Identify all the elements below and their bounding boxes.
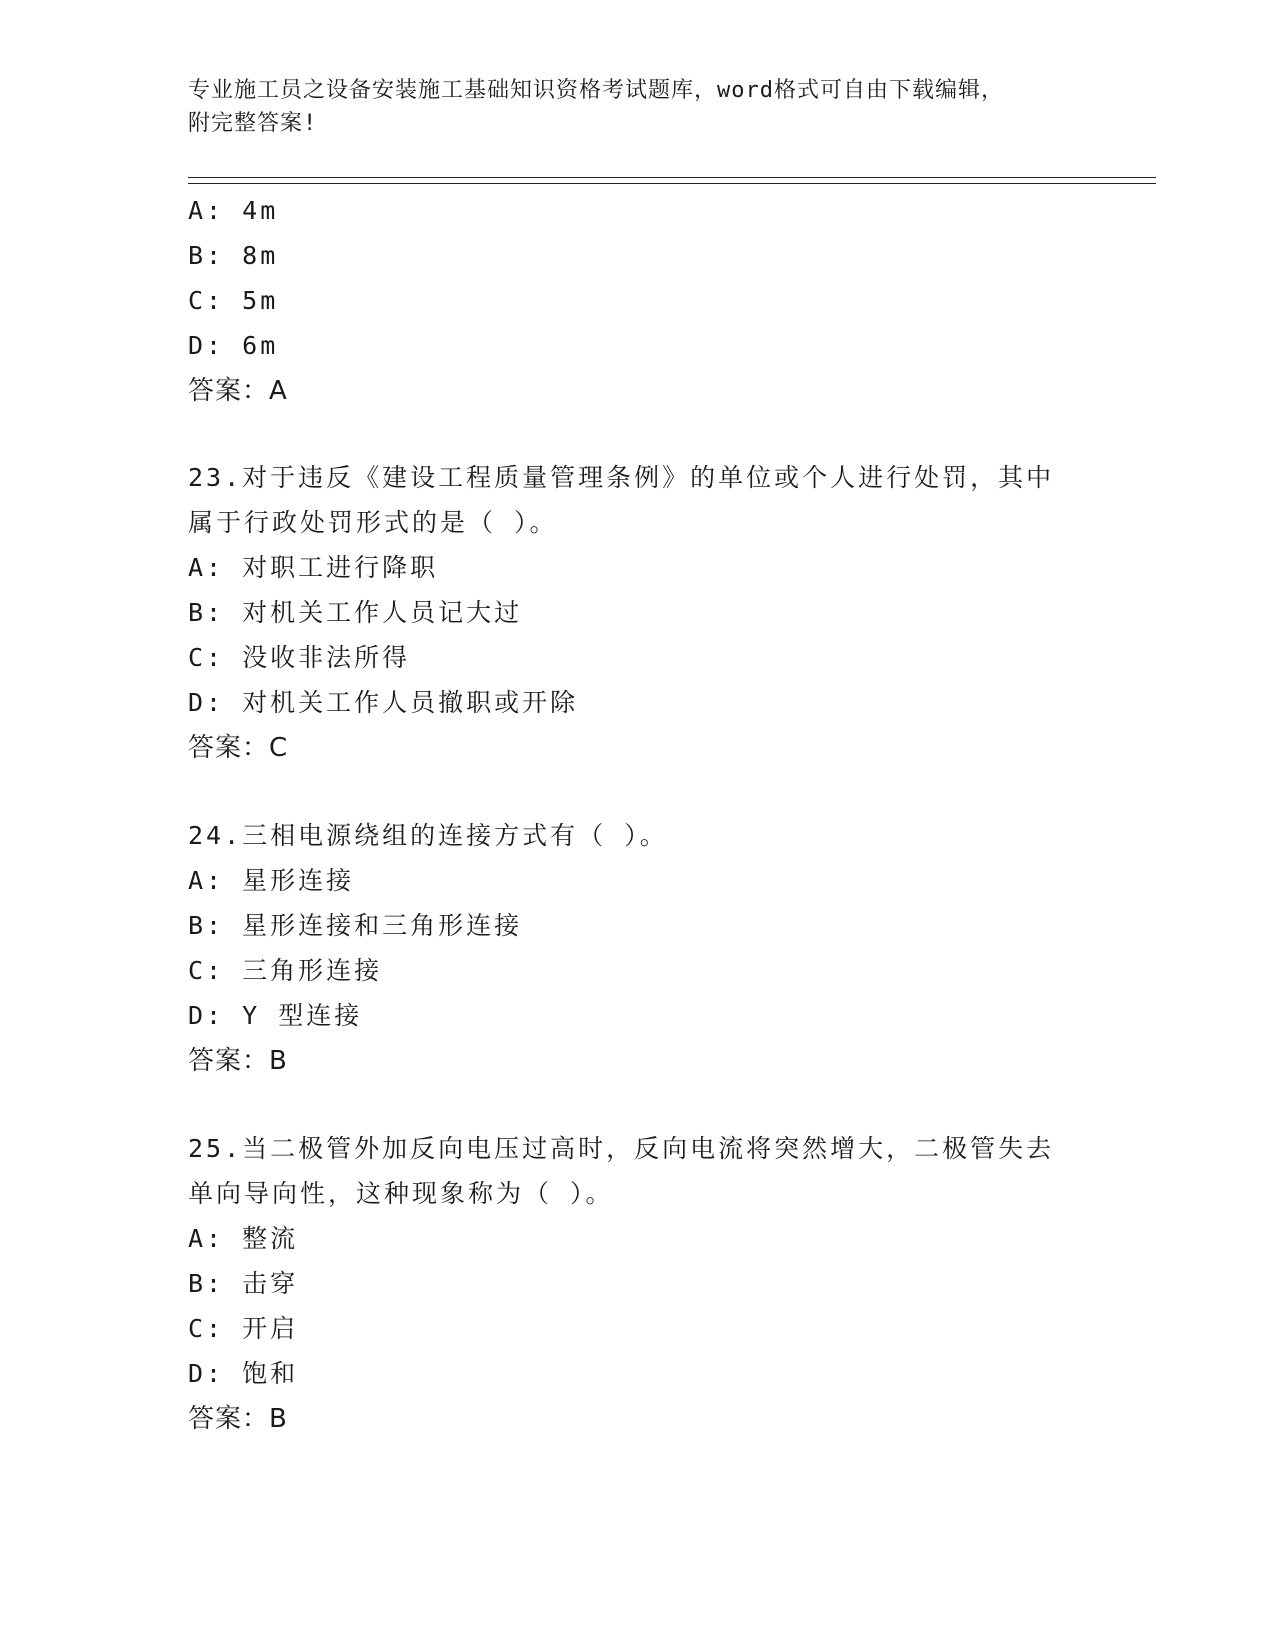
q22-option-b: B: 8m [188, 241, 279, 270]
q24-option-b: B: 星形连接和三角形连接 [188, 911, 523, 940]
q25-answer: 答案：B [188, 1404, 288, 1434]
q22-option-a: A: 4m [188, 196, 279, 225]
q25-stem-line-1: 25.当二极管外加反向电压过高时，反向电流将突然增大，二极管失去 [188, 1134, 1055, 1163]
header-line-1: 专业施工员之设备安装施工基础知识资格考试题库，word格式可自由下载编辑， [188, 78, 1004, 103]
header-rule-top [188, 177, 1156, 178]
q25-option-d: D: 饱和 [188, 1359, 299, 1388]
q22-option-c: C: 5m [188, 286, 279, 315]
q24-option-d: D: Y 型连接 [188, 1001, 363, 1030]
q24-answer: 答案：B [188, 1046, 288, 1076]
q25-option-b: B: 击穿 [188, 1269, 299, 1298]
q23-answer: 答案：C [188, 733, 289, 763]
document-header [188, 74, 1088, 140]
q25-option-c: C: 开启 [188, 1314, 299, 1343]
q23-option-b: B: 对机关工作人员记大过 [188, 598, 523, 627]
q23-option-a: A: 对职工进行降职 [188, 553, 439, 582]
q24-stem-line-1: 24.三相电源绕组的连接方式有（ ）。 [188, 821, 668, 850]
header-line-2: 附完整答案! [188, 111, 318, 136]
header-rule-bottom [188, 183, 1156, 184]
q24-option-c: C: 三角形连接 [188, 956, 383, 985]
q23-stem-line-2: 属于行政处罚形式的是（ ）。 [188, 508, 558, 537]
q22-option-d: D: 6m [188, 331, 279, 360]
q23-option-c: C: 没收非法所得 [188, 643, 411, 672]
q25-stem-line-2: 单向导向性，这种现象称为（ ）。 [188, 1179, 614, 1208]
q23-stem-line-1: 23.对于违反《建设工程质量管理条例》的单位或个人进行处罚，其中 [188, 463, 1055, 492]
q23-option-d: D: 对机关工作人员撤职或开除 [188, 688, 579, 717]
q22-answer: 答案：A [188, 376, 288, 406]
q25-option-a: A: 整流 [188, 1224, 299, 1253]
q24-option-a: A: 星形连接 [188, 866, 355, 895]
